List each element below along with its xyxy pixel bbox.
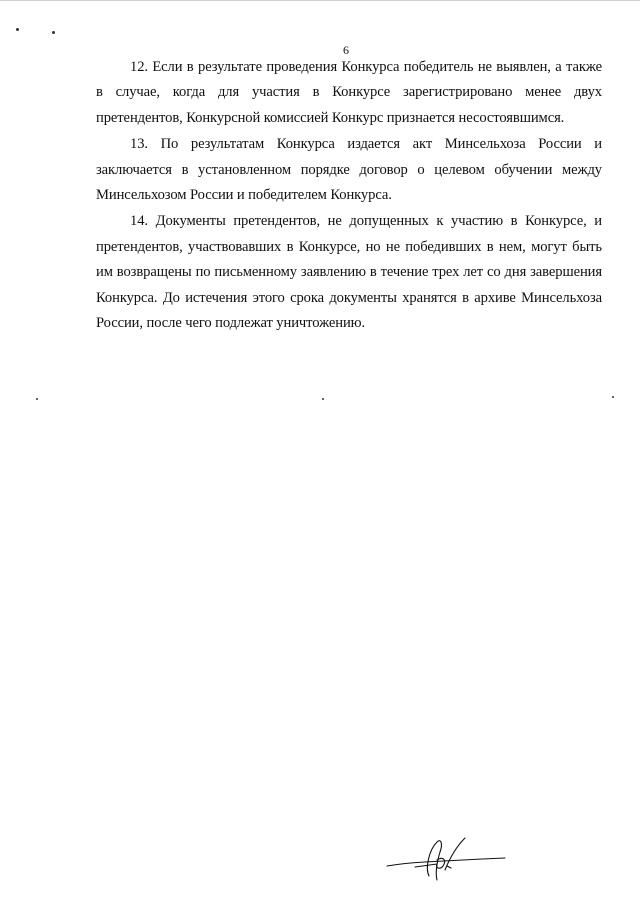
paragraph-12: 12. Если в результате проведения Конкурса победитель не выявлен, а также в случае, когда для участия в Конкурсе зарегистрировано менее двух претендентов, Конкурсной комиссией Конкурс признается несостоявшимся. <box>96 59 602 126</box>
page-number: 6 <box>343 43 349 57</box>
paragraph-13: 13. По результатам Конкурса издается акт Минсельхоза России и заключается в установленном порядке договор о целевом обучении между Минсельхозом России и победителем Конкурса. <box>96 136 602 204</box>
page-top-edge <box>0 0 640 1</box>
scan-speck <box>36 398 38 400</box>
scan-speck <box>322 398 324 400</box>
scan-speck <box>612 396 614 398</box>
document-body <box>96 55 602 336</box>
paragraph-14: 14. Документы претендентов, не допущенных к участию в Конкурсе, и претендентов, участвовавших в Конкурсе, но не победивших в нем, могут быть им возвращены по письменному заявлению в течение трех лет со дня завершения Конкурса. До истечения этого срока документы хранятся в архиве Минсельхоза России, после чего подлежат уничтожению. <box>96 213 602 332</box>
scan-speck <box>52 31 55 34</box>
scan-speck <box>16 28 19 31</box>
handwritten-signature-icon <box>385 830 510 890</box>
